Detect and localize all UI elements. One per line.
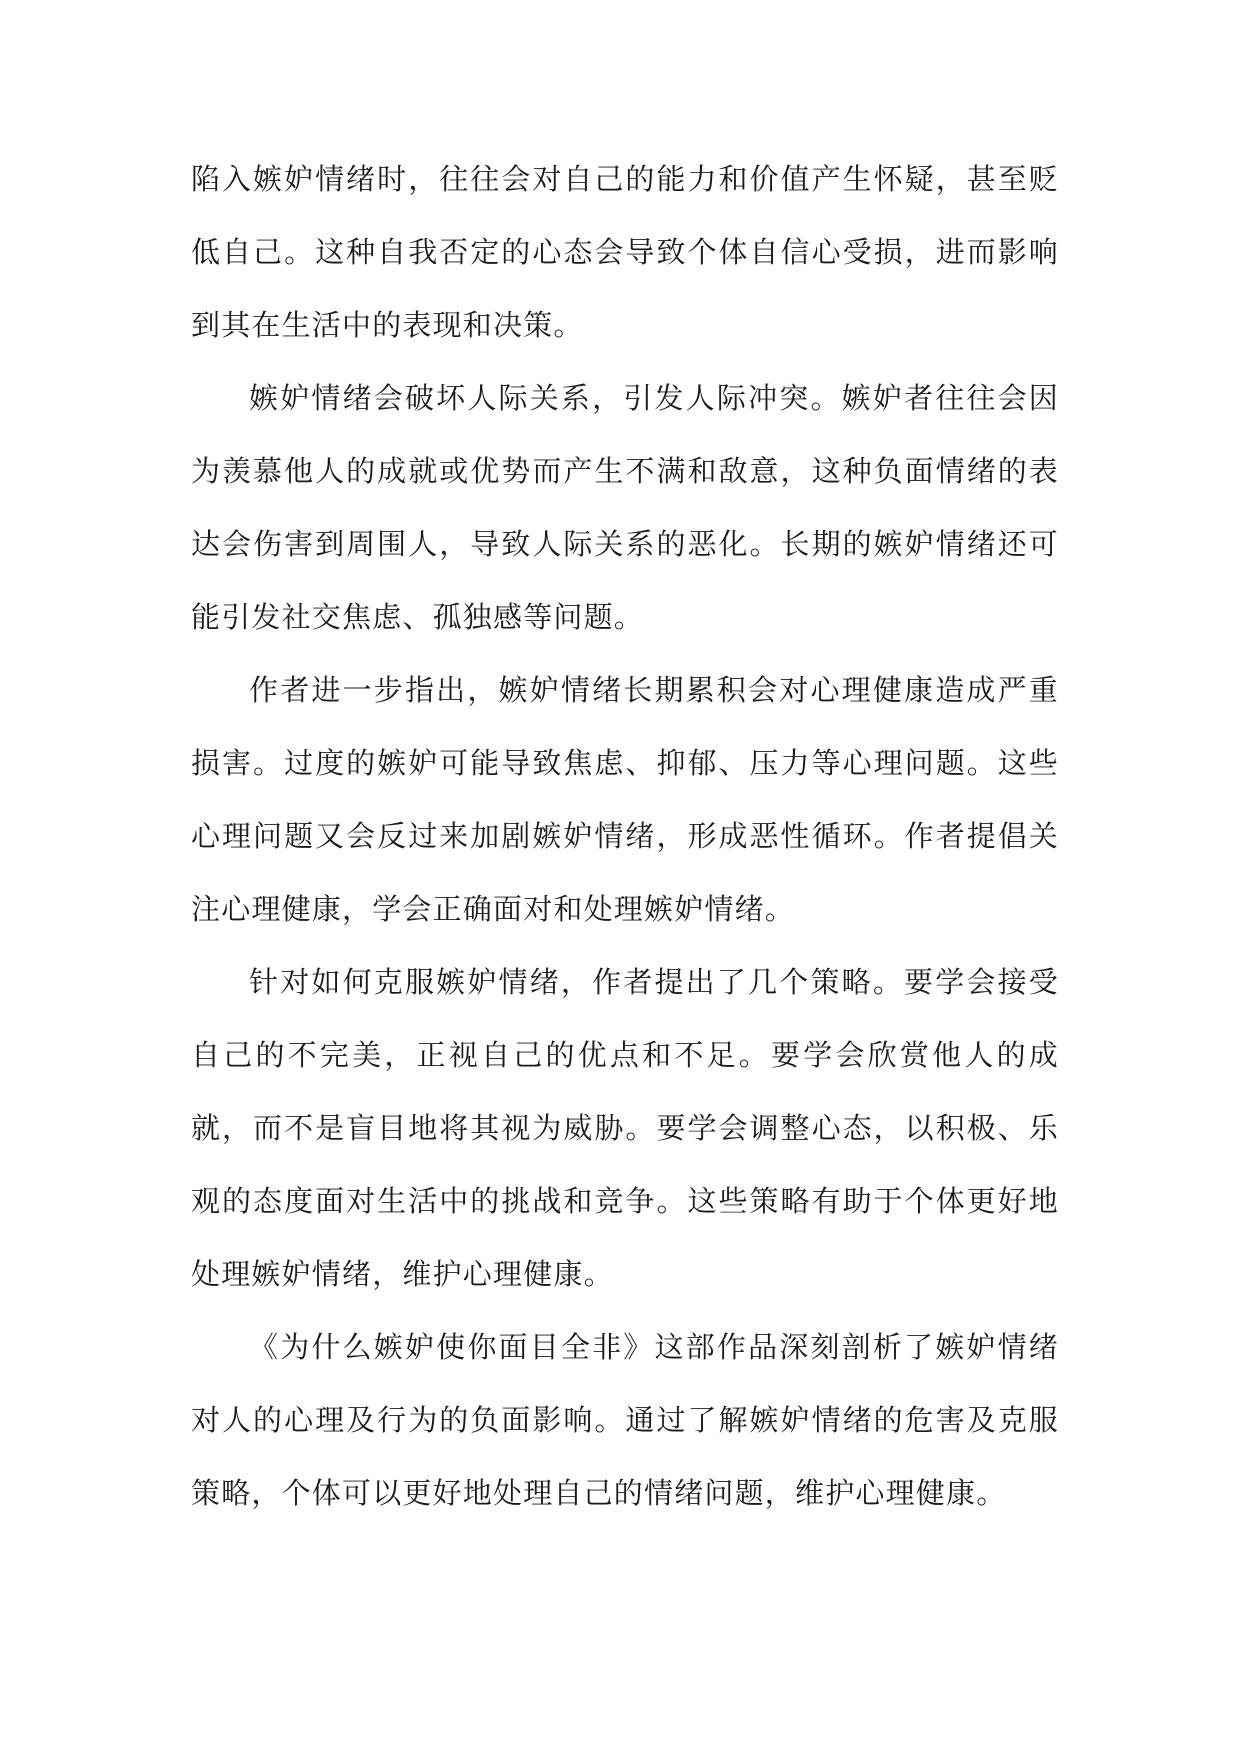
paragraph-strategies: 针对如何克服嫉妒情绪，作者提出了几个策略。要学会接受自己的不完美，正视自己的优点和不足。要学会欣赏他人的成就，而不是盲目地将其视为威胁。要学会调整心态，以积极、乐观的态度面对生活中的挑战和竞争。这些策略有助于个体更好地处理嫉妒情绪，维护心理健康。 — [191, 965, 1059, 1291]
body-text — [191, 143, 1059, 1530]
paragraph-mental-health: 作者进一步指出，嫉妒情绪长期累积会对心理健康造成严重损害。过度的嫉妒可能导致焦虑、抑郁、压力等心理问题。这些心理问题又会反过来加剧嫉妒情绪，形成恶性循环。作者提倡关注心理健康，学会正确面对和处理嫉妒情绪。 — [191, 673, 1059, 926]
paragraph-conclusion: 《为什么嫉妒使你面目全非》这部作品深刻剖析了嫉妒情绪对人的心理及行为的负面影响。通过了解嫉妒情绪的危害及克服策略，个体可以更好地处理自己的情绪问题，维护心理健康。 — [191, 1330, 1059, 1510]
paragraph-interpersonal-relations: 嫉妒情绪会破坏人际关系，引发人际冲突。嫉妒者往往会因为羡慕他人的成就或优势而产生不满和敌意，这种负面情绪的表达会伤害到周围人，导致人际关系的恶化。长期的嫉妒情绪还可能引发社交焦虑、孤独感等问题。 — [191, 381, 1059, 634]
paragraph-continuation: 陷入嫉妒情绪时，往往会对自己的能力和价值产生怀疑，甚至贬低自己。这种自我否定的心态会导致个体自信心受损，进而影响到其在生活中的表现和决策。 — [191, 162, 1059, 342]
